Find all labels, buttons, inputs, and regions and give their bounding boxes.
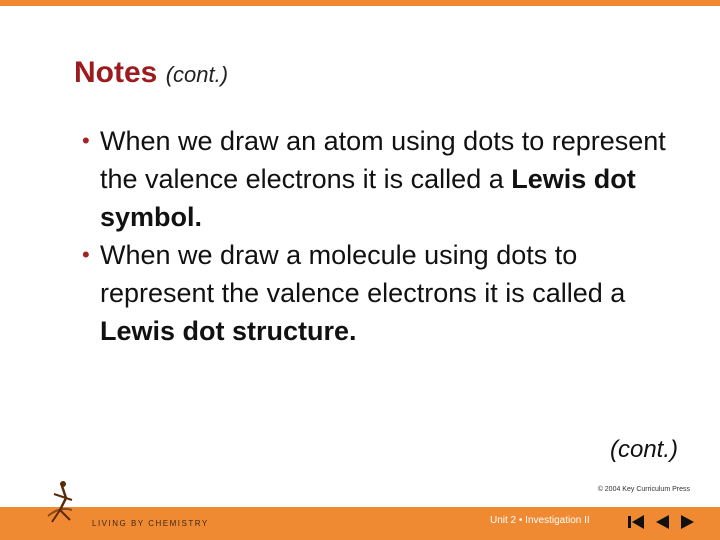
first-slide-icon[interactable]	[626, 513, 646, 531]
top-accent-bar	[0, 0, 720, 6]
slide-title-sub: (cont.)	[165, 62, 229, 87]
bullet-text: When we draw a molecule using dots to represent the valence electrons it is called a	[100, 240, 626, 308]
continued-note: (cont.)	[609, 436, 678, 463]
slide-title-main: Notes	[74, 56, 158, 89]
unit-investigation-label: Unit 2 • Investigation II	[490, 515, 590, 526]
slide-title	[74, 56, 228, 90]
bullet-bold-term: Lewis dot structure.	[100, 316, 357, 346]
slide-navigation	[626, 513, 698, 531]
bullet-list	[82, 122, 682, 350]
logo-figure-icon	[42, 480, 82, 524]
bullet-dot-icon: •	[82, 128, 90, 153]
bullet-bold-term: Lewis dot symbol.	[100, 164, 636, 232]
bullet-dot-icon: •	[82, 242, 90, 267]
logo-text: LIVING BY CHEMISTRY	[92, 519, 209, 528]
bullet-item	[82, 236, 682, 350]
copyright-notice: © 2004 Key Curriculum Press	[597, 486, 690, 493]
bullet-text: When we draw an atom using dots to represent the valence electrons it is called a	[100, 126, 666, 194]
next-slide-icon[interactable]	[678, 513, 698, 531]
bullet-item	[82, 122, 682, 236]
previous-slide-icon[interactable]	[652, 513, 672, 531]
